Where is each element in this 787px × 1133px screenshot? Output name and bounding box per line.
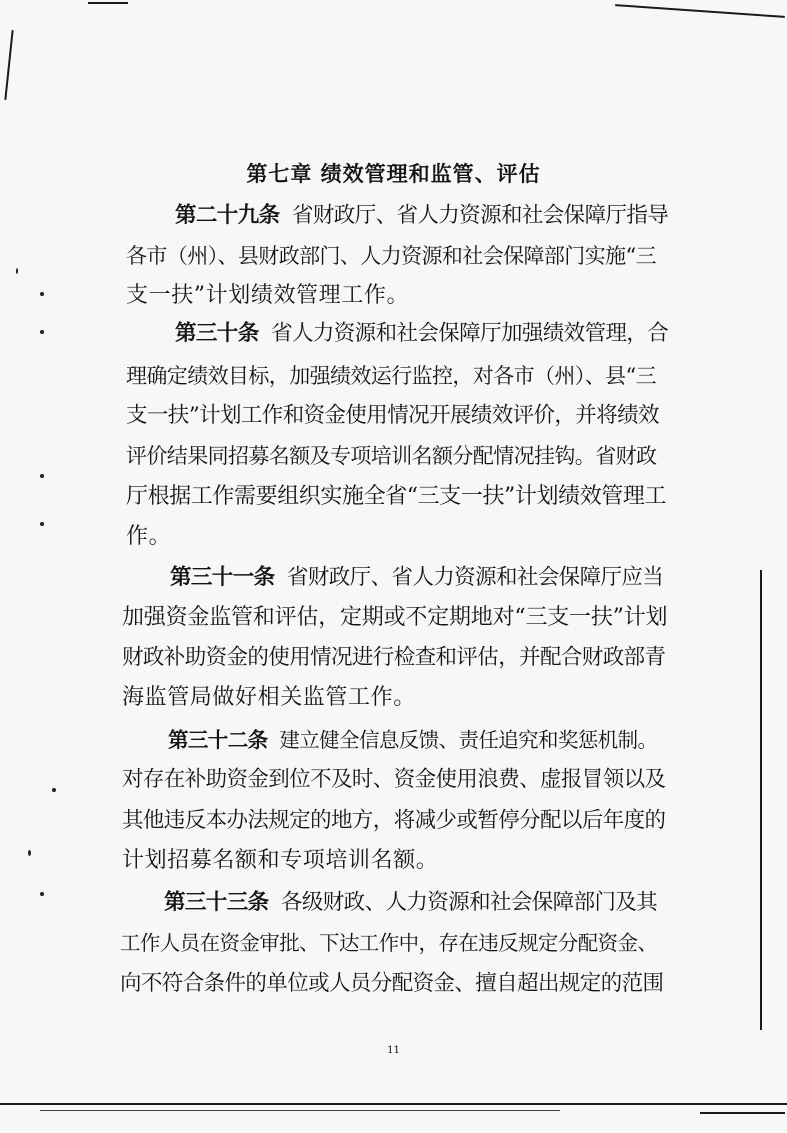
article-30-line-1 (175, 321, 668, 347)
article-32-line-3: 其他违反本办法规定的地方，将减少或暂停分配以后年度的 (122, 808, 666, 833)
article-29-line-1 (175, 203, 668, 229)
article-31-line-1 (170, 565, 663, 591)
article-32-line-4: 计划招募名额和专项培训名额。 (122, 848, 439, 873)
article-number: 第三十一条 (170, 565, 275, 590)
chapter-title: 第七章 绩效管理和监管、评估 (246, 162, 541, 186)
article-number: 第三十条 (175, 321, 259, 346)
scan-speck (52, 788, 56, 792)
article-30-line-3: 支一扶”计划工作和资金使用情况开展绩效评价，并将绩效 (126, 403, 659, 428)
article-text: 省财政厅、省人力资源和社会保障厅指导 (291, 203, 669, 228)
article-33-line-1 (164, 890, 657, 916)
scan-speck (40, 474, 44, 478)
scan-edge-top-right (615, 4, 785, 18)
scan-speck (28, 850, 31, 856)
article-number: 第三十三条 (164, 890, 269, 915)
scan-speck (40, 522, 44, 526)
scan-edge-bottom (0, 1103, 787, 1105)
article-33-line-3: 向不符合条件的单位或人员分配资金、擅自超出规定的范围 (120, 971, 664, 996)
article-33-line-2: 工作人员在资金审批、下达工作中，存在违反规定分配资金、 (120, 931, 658, 955)
article-text: 建立健全信息反馈、责任追究和奖惩机制。 (279, 728, 658, 752)
scan-edge-right (760, 570, 762, 1030)
article-text: 省财政厅、省人力资源和社会保障厅应当 (286, 565, 664, 590)
scan-speck (40, 330, 44, 334)
page-number: 11 (387, 1045, 400, 1056)
article-text: 各级财政、人力资源和社会保障部门及其 (280, 890, 658, 915)
article-31-line-4: 海监管局做好相关监管工作。 (122, 685, 416, 710)
article-29-line-3: 支一扶”计划绩效管理工作。 (126, 283, 410, 308)
scan-edge-bottom-2 (40, 1110, 560, 1111)
scan-edge-bottom-right (700, 1112, 785, 1114)
scan-edge-top-left (88, 2, 128, 4)
article-30-line-6: 作。 (126, 524, 172, 549)
scan-speck (16, 268, 18, 274)
article-text: 省人力资源和社会保障厅加强绩效管理，合 (271, 321, 669, 346)
article-29-line-2: 各市（州）、县财政部门、人力资源和社会保障部门实施“三 (126, 244, 657, 268)
article-32-line-2: 对存在补助资金到位不及时、资金使用浪费、虚报冒领以及 (122, 767, 666, 792)
article-30-line-2: 理确定绩效目标，加强绩效运行监控，对各市（州）、县“三 (126, 364, 657, 388)
scan-speck (40, 292, 44, 296)
article-number: 第三十二条 (168, 728, 268, 752)
article-31-line-2: 加强资金监管和评估，定期或不定期地对“三支一扶”计划 (122, 605, 668, 630)
article-31-line-3: 财政补助资金的使用情况进行检查和评估，并配合财政部青 (122, 645, 666, 670)
scan-speck (40, 892, 44, 896)
article-32-line-1 (168, 727, 657, 753)
article-30-line-5: 厅根据工作需要组织实施全省“三支一扶”计划绩效管理工 (126, 484, 667, 509)
article-30-line-4: 评价结果同招募名额及专项培训名额分配情况挂钩。省财政 (126, 444, 657, 468)
article-number: 第二十九条 (175, 203, 280, 228)
scan-edge-left (4, 30, 13, 100)
